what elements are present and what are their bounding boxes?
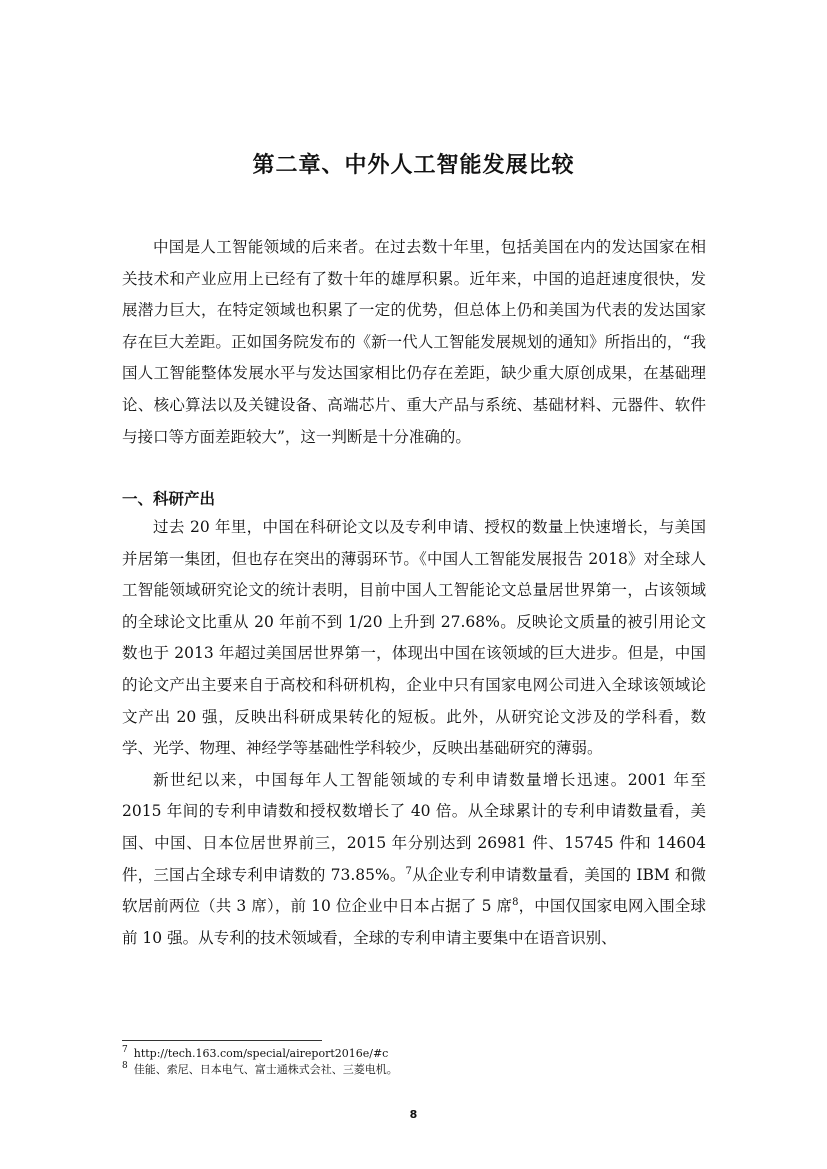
page-number: 8 <box>409 1108 418 1121</box>
footnote-8 <box>122 1062 706 1078</box>
footnote-number: 8 <box>122 1061 128 1072</box>
intro-section <box>122 232 706 453</box>
patent-paragraph-part2: 从企业专利申请数量看，美国的 IBM 和微软居前两位（共 3 席），前 10 位企业中日本占据了 5 席 <box>122 865 706 916</box>
footnote-ref-7[interactable]: 7 <box>405 865 412 877</box>
footnote-text: 佳能、索尼、日本电气、富士通株式会社、三菱电机。 <box>133 1063 398 1076</box>
patent-paragraph <box>122 765 706 955</box>
footnote-7 <box>122 1046 706 1062</box>
section-heading: 一、科研产出 <box>122 489 216 508</box>
patent-paragraph-part3: ，中国仅国家电网入围全球前 10 强。从专利的技术领域看，全球的专利申请主要集中在语音识别、 <box>122 897 706 947</box>
patent-paragraph-part1: 新世纪以来，中国每年人工智能领域的专利申请数量增长迅速。2001 年至 2015 年间的专利申请数和授权数增长了 40 倍。从全球累计的专利申请数量看，美国、中国、日本位居世界前三，2015 年分别达到 26981 件、15745 件和 14604 件，三国占全球专利申请数的 73.85%。 <box>122 770 706 884</box>
footnote-link[interactable]: http://tech.163.com/special/aireport2016e/#c <box>133 1047 389 1060</box>
footnote-ref-8[interactable]: 8 <box>512 896 519 908</box>
section-body <box>122 512 706 954</box>
footnote-divider <box>122 1040 322 1041</box>
research-output-paragraph: 过去 20 年里，中国在科研论文以及专利申请、授权的数量上快速增长，与美国并居第一集团，但也存在突出的薄弱环节。《中国人工智能发展报告 2018》对全球人工智能领域研究论文的统计表明，目前中国人工智能论文总量居世界第一，占该领域的全球论文比重从 20 年前不到 1/20 上升到 27.68%。反映论文质量的被引用论文数也于 2013 年超过美国居世界第一，体现出中国在该领域的巨大进步。但是，中国的论文产出主要来自于高校和科研机构，企业中只有国家电网公司进入全球该领域论文产出 20 强，反映出科研成果转化的短板。此外，从研究论文涉及的学科看，数学、光学、物理、神经学等基础性学科较少，反映出基础研究的薄弱。 <box>122 518 706 758</box>
footnotes <box>122 1046 706 1078</box>
footnote-number: 7 <box>122 1045 128 1056</box>
chapter-title: 第二章、中外人工智能发展比较 <box>252 152 575 178</box>
intro-paragraph: 中国是人工智能领域的后来者。在过去数十年里，包括美国在内的发达国家在相关技术和产业应用上已经有了数十年的雄厚积累。近年来，中国的追赶速度很快，发展潜力巨大，在特定领域也积累了一定的优势，但总体上仍和美国为代表的发达国家存在巨大差距。正如国务院发布的《新一代人工智能发展规划的通知》所指出的，“我国人工智能整体发展水平与发达国家相比仍存在差距，缺少重大原创成果，在基础理论、核心算法以及关键设备、高端芯片、重大产品与系统、基础材料、元器件、软件与接口等方面差距较大”，这一判断是十分准确的。 <box>122 238 706 446</box>
